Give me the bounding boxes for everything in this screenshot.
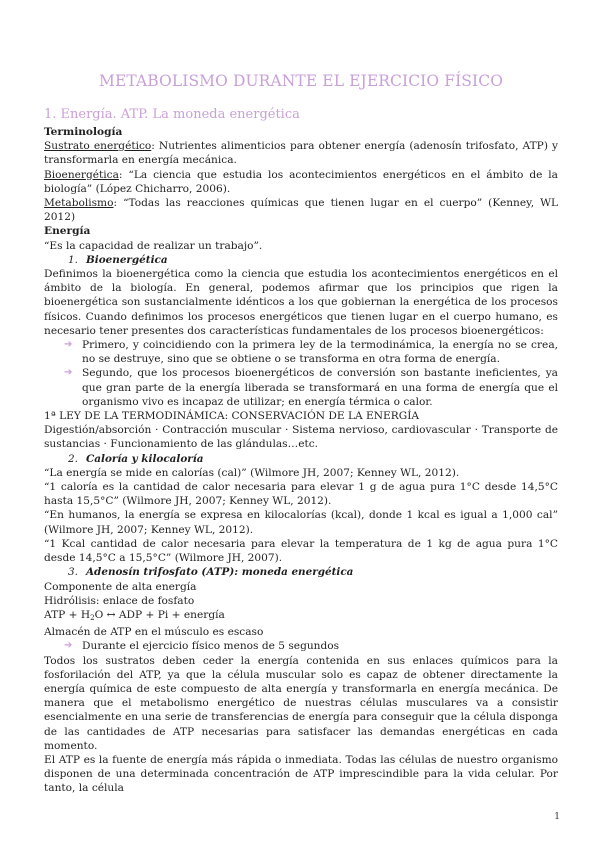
termodinamica-law: 1ª LEY DE LA TERMODINÁMICA: CONSERVACIÓN DE LA ENERGÍA [44,410,420,423]
equation-right: O ↔ ADP + Pi + energía [94,608,225,621]
term-sustrato [44,139,558,167]
list-item [44,338,558,366]
equation-left: ATP + H [44,608,91,621]
subsection-bioenergetica [68,253,558,267]
bullet-text: Primero, y coincidiendo con la primera ley de la termodinámica, la energía no se crea, no se destruye, sino que se obtiene o se transforma en otra forma de energía. [82,339,558,366]
bullet-text: Segundo, que los procesos bioenergéticos de conversión son bastante ineficientes, ya que gran parte de la energía liberada se transformará en una forma de energía que el organismo vivo es incapaz de utilizar; en energía térmica o calor. [82,367,558,408]
caloria-quote-2: “1 caloría es la cantidad de calor necesaria para elevar 1 g de agua pura 1°C desde 14,5°C hasta 15,5°C” (Wilmore JH, 2007; Kenney WL, 2012). [44,481,558,508]
subsection-number: 1. [68,253,78,266]
term-sustrato-label: Sustrato energético [44,140,152,153]
atp-equation [44,608,558,625]
caloria-quote-4: “1 Kcal cantidad de calor necesaria para elevar la temperatura de 1 kg de agua pura 1°C desde 14,5°C a 15,5°C” (Wilmore JH, 2007). [44,537,558,565]
list-item [44,639,558,653]
caloria-quote-1: “La energía se mide en calorías (cal)” (Wilmore JH, 2007; Kenney WL, 2012). [44,466,460,479]
subsection-title: Adenosín trifosfato (ATP): moneda energética [86,566,354,579]
term-sustrato-text: : Nutrientes alimenticios para obtener energía (adenosín trifosfato, ATP) y transformarla en energía mecánica. [44,140,559,167]
term-metabolismo-text: : “Todas las reacciones químicas que tienen lugar en el cuerpo” (Kenney, WL 2012) [44,197,558,224]
document-title: METABOLISMO DURANTE EL EJERCICIO FÍSICO [98,72,504,90]
arrow-right-icon: ➔ [64,339,73,351]
atp-line-4: Almacén de ATP en el músculo es escaso [44,626,264,639]
subsection-title: Caloría y kilocaloría [86,452,204,465]
bullet-text: Durante el ejercicio físico menos de 5 segundos [82,640,340,653]
energia-definition: “Es la capacidad de realizar un trabajo”. [44,239,263,252]
arrow-right-icon: ➔ [64,367,73,379]
bioenergetica-paragraph: Definimos la bioenergética como la ciencia que estudia los acontecimientos energéticos en el ámbito de la biología. En general, podemos afirmar que los principios que rigen la bioenergética son sustancialmente idénticos a los que gobiernan la energética de los procesos físicos. Cuando definimos los procesos energéticos que tienen lugar en el cuerpo humano, es necesario tener presentes dos características fundamentales de los procesos bioenergéticos: [44,268,558,337]
term-bioenergetica-text: : “La ciencia que estudia los acontecimientos energéticos en el ámbito de la biología” (López Chicharro, 2006). [44,168,558,195]
termodinamica-examples: Digestión/absorción · Contracción muscular · Sistema nervioso, cardiovascular · Transporte de sustancias · Funcionamiento de las glándulas…etc. [44,424,558,451]
page-content [44,72,558,796]
energia-heading: Energía [44,225,91,238]
atp-line-1: Componente de alta energía [44,580,197,593]
equation-subscript: 2 [90,613,95,622]
list-item [44,366,558,409]
section-heading-1: 1. Energía. ATP. La moneda energética [44,107,300,122]
caloria-quote-3: “En humanos, la energía se expresa en kilocalorías (kcal), donde 1 kcal es igual a 1,000 cal” (Wilmore JH, 2007; Kenney WL, 2012). [44,509,558,536]
page-number: 1 [554,812,560,822]
term-bioenergetica [44,168,558,196]
term-metabolismo-label: Metabolismo [44,197,114,210]
terminologia-heading: Terminología [44,126,123,138]
subsection-title: Bioenergética [86,253,168,266]
subsection-caloria [68,452,558,466]
atp-paragraph-2: El ATP es la fuente de energía más rápida o inmediata. Todas las células de nuestro organismo disponen de una determinada concentración de ATP imprescindible para la vida celular. Por tanto, la célula [44,753,558,795]
atp-line-2: Hidrólisis: enlace de fosfato [44,594,195,607]
subsection-number: 3. [68,566,78,579]
term-metabolismo [44,196,558,224]
subsection-number: 2. [68,452,78,465]
term-bioenergetica-label: Bioenergética [44,168,119,181]
subsection-atp [68,565,558,579]
atp-paragraph-1: Todos los sustratos deben ceder la energía contenida en sus enlaces químicos para la fosforilación del ATP, ya que la célula muscular solo es capaz de obtener directamente la energía química de este compuesto de alta energía y transformarla en energía mecánica. De manera que el metabolismo energético de nuestras células musculares va a consistir esencialmente en una serie de transferencias de energía para conseguir que la célula disponga de las cantidades de ATP necesarias para satisfacer las demandas energéticas en cada momento. [44,654,558,752]
arrow-right-icon: ➔ [64,640,73,652]
